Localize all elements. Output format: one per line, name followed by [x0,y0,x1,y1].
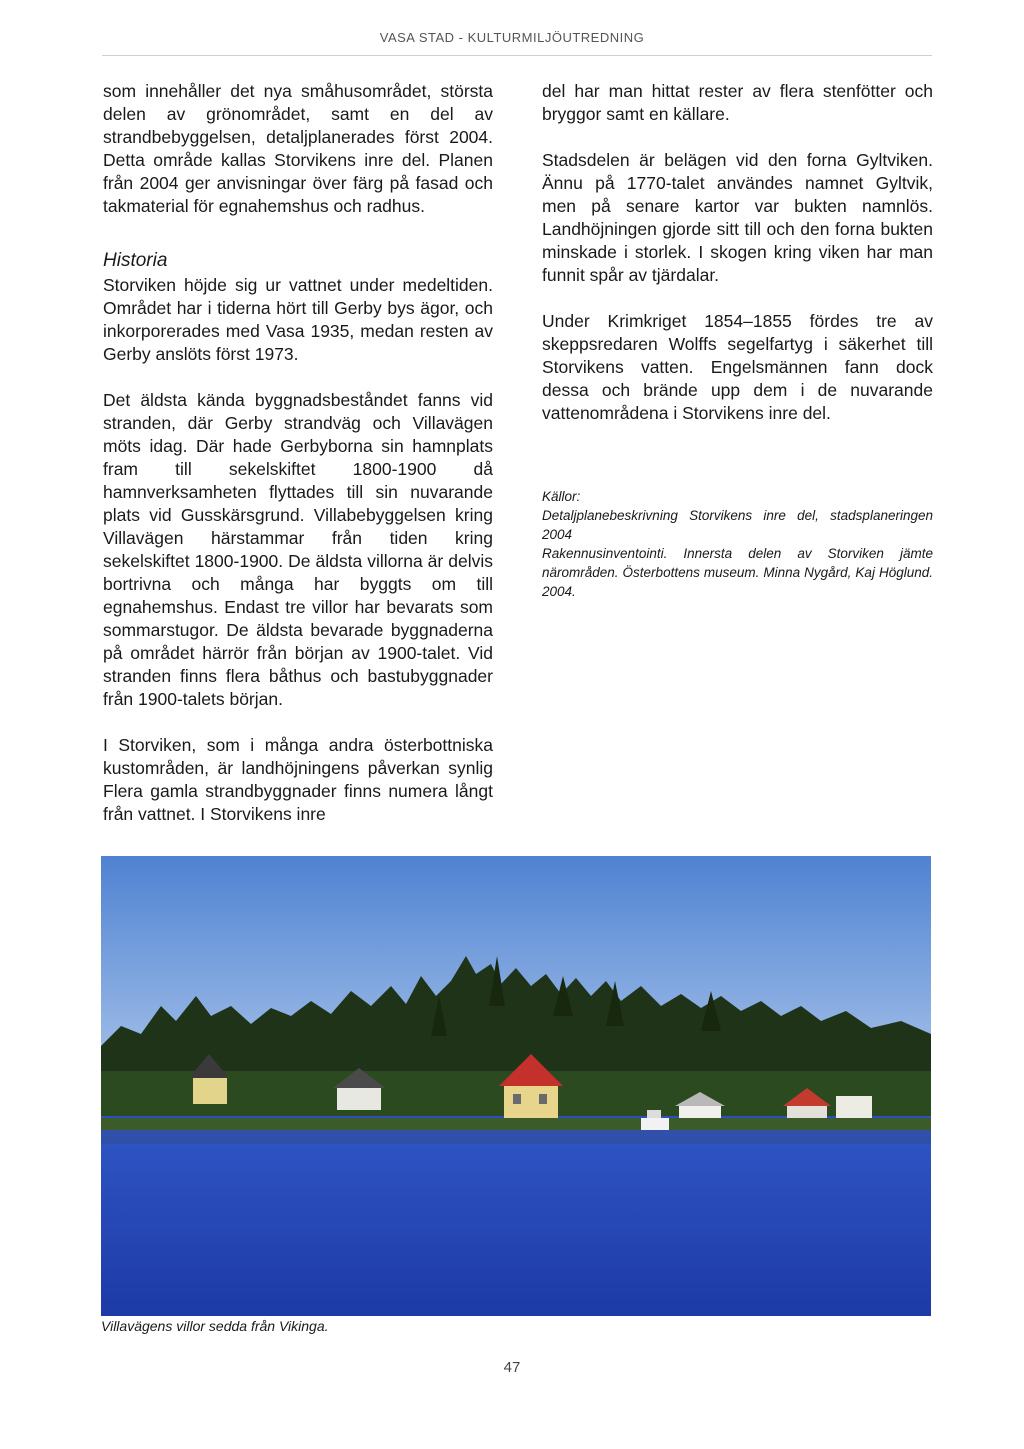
paragraph: Under Krimkriget 1854–1855 fördes tre av skeppsredaren Wolffs segelfartyg i säkerhet till Storvikens vatten. Engelsmännen fann dock dessa och brände upp dem i de nuvarande vattenområdena i Storvikens inre del. [542,311,933,423]
source-item: Rakennusinventointi. Innersta delen av Storviken jämte närområden. Österbottens museum. Minna Nygård, Kaj Höglund. 2004. [542,546,933,599]
photo-villas-shoreline [101,856,931,1316]
paragraph: del har man hittat rester av flera stenfötter och bryggor samt en källare. [542,81,933,124]
water-reflection [101,1130,931,1144]
header-rule [102,55,932,56]
source-item: Detaljplanebeskrivning Storvikens inre del, stadsplaneringen 2004 [542,508,933,542]
left-column [103,80,493,826]
section-heading-historia: Historia [103,250,168,271]
sources-title: Källor: [542,489,581,504]
paragraph: som innehåller det nya småhusområdet, största delen av grönområdet, samt en del av strandbebyggelsen, detaljplanerades först 2004. Detta område kallas Storvikens inre del. Planen från 2004 ger anvisningar över färg på fasad och takmaterial för egnahemshus och radhus. [103,81,493,216]
figure-caption: Villavägens villor sedda från Vikinga. [101,1318,329,1334]
running-header: VASA STAD - KULTURMILJÖUTREDNING [379,30,645,45]
sources-list [542,487,933,601]
paragraph: Storviken höjde sig ur vattnet under medeltiden. Området har i tiderna hört till Gerby bys ägor, och inkorporerades med Vasa 1935, medan resten av Gerby anslöts först 1973. [103,275,493,364]
right-column [542,80,933,601]
paragraph: Stadsdelen är belägen vid den forna Gyltviken. Ännu på 1770-talet användes namnet Gyltvik, men på senare kartor var bukten namnlös. Landhöjningen gjorde sitt till och den forna bukten minskade i storlek. I skogen kring viken har man funnit spår av tjärdalar. [542,150,933,285]
paragraph: Det äldsta kända byggnadsbeståndet fanns vid stranden, där Gerby strandväg och Villavägen möts idag. Där hade Gerbyborna sin hamnplats fram till sekelskiftet 1800-1900 då hamnverksamheten flyttades till sin nuvarande plats vid Gusskärsgrund. Villabebyggelsen kring Villavägen härstammar från tiden kring sekelskiftet 1800-1900. De äldsta villorna är delvis bortrivna och många har byggts om till egnahemshus. Endast tre villor har bevarats som sommarstugor. De äldsta bevarade byggnaderna på området härrör från början av 1900-talet. Vid stranden finns flera båthus och bastubyggnader från 1900-talets början. [103,390,493,709]
shoreline [101,1118,931,1130]
page-number: 47 [503,1359,521,1376]
water [101,1130,931,1316]
paragraph: I Storviken, som i många andra österbottniska kustområden, är landhöjningens påverkan synlig Flera gamla strandbyggnader finns numera långt från vattnet. I Storvikens inre [103,735,493,824]
